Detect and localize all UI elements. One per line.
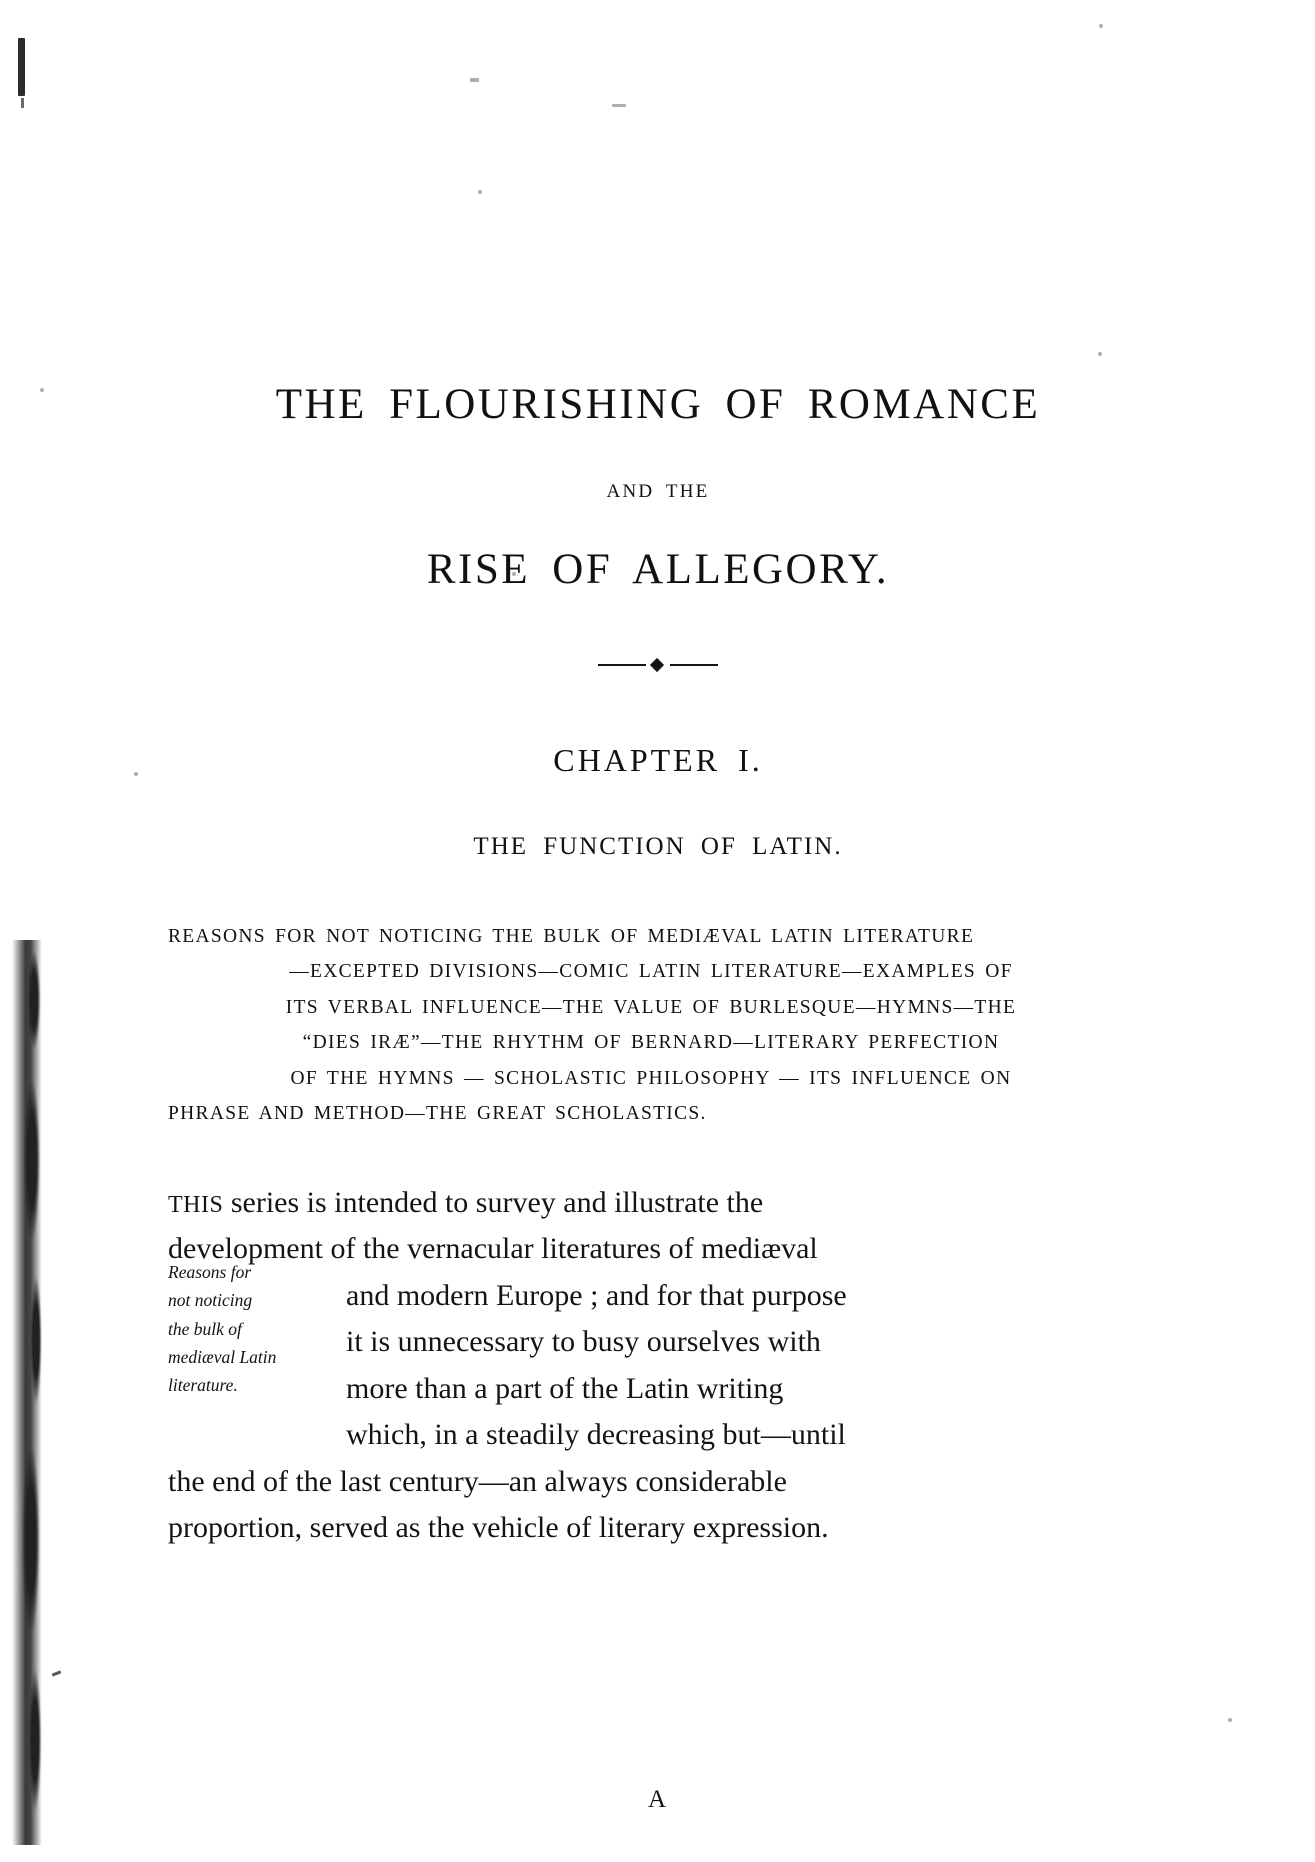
argument-line: OF THE HYMNS — SCHOLASTIC PHILOSOPHY — ITS INFLUENCE ON	[290, 1067, 1012, 1089]
scan-artifact-left-margin	[12, 940, 42, 1845]
body-line: development of the vernacular literatures of mediæval	[168, 1232, 818, 1266]
argument-line: —EXCEPTED DIVISIONS—COMIC LATIN LITERATURE—EXAMPLES OF	[289, 961, 1013, 983]
ornament-divider	[598, 656, 718, 674]
paragraph-lead-word: THIS	[168, 1191, 224, 1218]
margin-note-line: Reasons for	[168, 1262, 252, 1282]
chapter-label: CHAPTER I.	[553, 742, 763, 778]
argument-line: REASONS FOR NOT NOTICING THE BULK OF MEDIÆVAL LATIN LITERATURE	[168, 926, 975, 947]
ornament-bar-left	[598, 664, 646, 666]
body-line: the end of the last century—an always considerable	[168, 1464, 787, 1498]
argument-line: “DIES IRÆ”—THE RHYTHM OF BERNARD—LITERARY PERFECTION	[302, 1032, 1000, 1054]
ornament-diamond-icon	[650, 658, 664, 672]
body-line: which, in a steadily decreasing but—until	[346, 1418, 846, 1452]
body-line: and modern Europe ; and for that purpose	[346, 1278, 847, 1312]
margin-note-line: not noticing	[168, 1290, 253, 1311]
chapter-title: THE FUNCTION OF LATIN.	[473, 833, 843, 860]
signature-mark: A	[647, 1786, 668, 1813]
margin-note	[168, 1258, 343, 1400]
speck	[134, 772, 138, 776]
speck	[1228, 1718, 1232, 1722]
scan-artifact-tick	[52, 1670, 61, 1676]
ornament-bar-right	[670, 664, 718, 666]
speck	[40, 388, 44, 392]
chapter-argument	[168, 919, 1148, 1132]
body-line: proportion, served as the vehicle of literary expression.	[168, 1511, 829, 1545]
body-line: it is unnecessary to busy ourselves with	[346, 1325, 821, 1359]
page-title: THE FLOURISHING OF ROMANCE	[275, 381, 1041, 428]
margin-note-line: mediæval Latin	[168, 1347, 277, 1368]
body-line-text: series is intended to survey and illustrate the	[230, 1185, 764, 1219]
argument-line: ITS VERBAL INFLUENCE—THE VALUE OF BURLESQUE—HYMNS—THE	[285, 996, 1017, 1018]
title-connector: AND THE	[606, 481, 710, 502]
margin-note-line: literature.	[168, 1375, 238, 1396]
body-line: more than a part of the Latin writing	[346, 1371, 784, 1405]
margin-note-line: the bulk of	[168, 1318, 242, 1339]
scan-artifact-dot	[21, 98, 24, 108]
argument-line: PHRASE AND METHOD—THE GREAT SCHOLASTICS.	[168, 1103, 707, 1125]
page-subtitle: RISE OF ALLEGORY.	[426, 546, 890, 593]
scan-artifact-top-edge	[18, 38, 25, 96]
body-line	[168, 1180, 1148, 1227]
